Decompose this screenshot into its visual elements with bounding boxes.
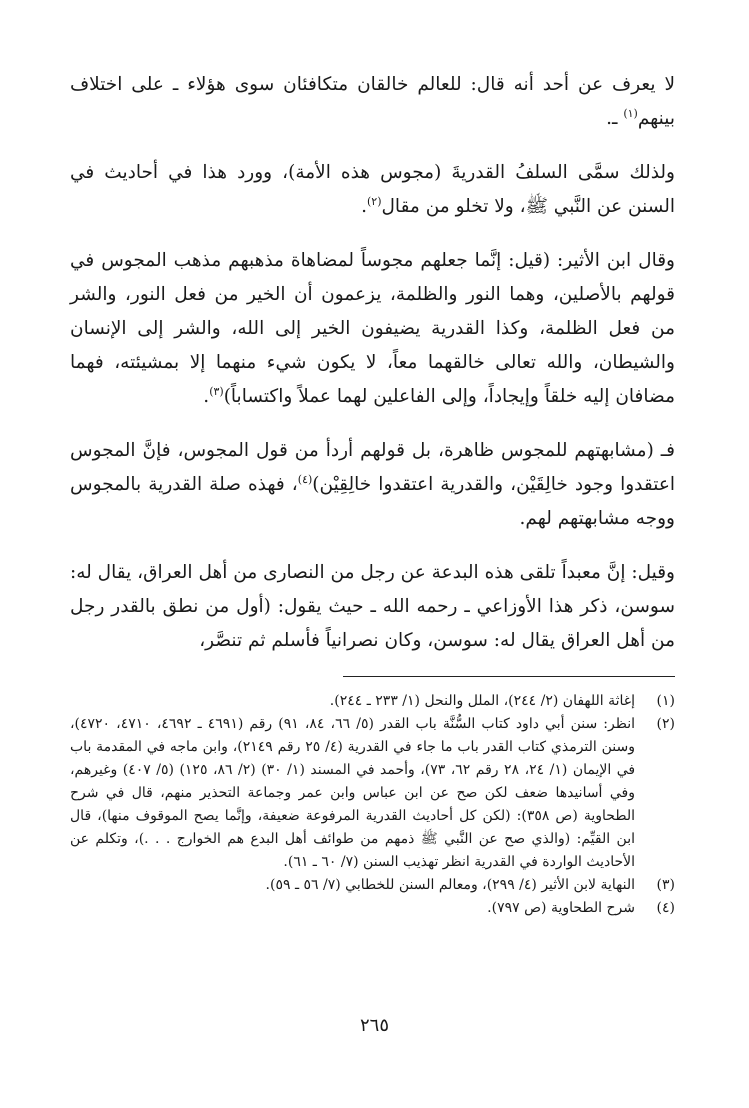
footnote-text: شرح الطحاوية (ص ٧٩٧). — [487, 900, 635, 916]
paragraph-text-tail: . — [203, 386, 210, 407]
paragraph-text: لا يعرف عن أحد أنه قال: للعالم خالقان متكافئان سوى هؤلاء ـ على اختلاف بينهم — [70, 74, 675, 129]
footnote-ref-4: (٤) — [297, 472, 313, 486]
footnote-number: (٢) — [656, 716, 675, 732]
footnote-text: إغاثة اللهفان (٢/ ٢٤٤)، الملل والنحل (١/ ٢٣٣ ـ ٢٤٤). — [329, 693, 635, 709]
paragraph-text-tail: ـ. — [606, 108, 624, 129]
paragraph-1 — [70, 68, 675, 136]
paragraph-text: فـ (مشابهتهم للمجوس ظاهرة، بل قولهم أردأ من قول المجوس، فإنَّ المجوس اعتقدوا وجود خالِقَيْن، والقدرية اعتقدوا خالِقِيْن) — [70, 440, 675, 495]
paragraph-text: ولذلك سمَّى السلفُ القدريةَ (مجوس هذه الأمة)، وورد هذا في أحاديث في السنن عن النَّبي ﷺ، ولا تخلو من مقال — [70, 162, 675, 217]
paragraph-4 — [70, 434, 675, 536]
footnote-ref-3: (٣) — [209, 384, 224, 398]
paragraph-3 — [70, 244, 675, 414]
footnote-number: (٣) — [656, 877, 675, 893]
footnote-number: (١) — [656, 693, 675, 709]
paragraph-5 — [70, 556, 675, 658]
paragraph-text-tail: ، فهذه صلة القدرية بالمجوس ووجه مشابهتهم لهم. — [70, 474, 675, 529]
footnote-separator — [343, 676, 675, 677]
main-text — [70, 68, 675, 678]
footnote-text: انظر: سنن أبي داود كتاب السُّنَّة باب القدر (٥/ ٦٦، ٨٤، ٩١) رقم (٤٦٩١ ـ ٤٦٩٢، ٤٧١٠، ٤٧٢٠)، وسنن الترمذي كتاب القدر باب ما جاء في القدرية (٤/ ٢٥ رقم ٢١٤٩)، وابن ماجه في المقدمة باب في الإيمان (١/ ٢٤، ٢٨ رقم ٦٢، ٧٣)، وأحمد في المسند (١/ ٣٠) (٢/ ٨٦، ١٢٥) (٥/ ٤٠٧) وغيرهم، وفي أسانيدها ضعف لكن صح عن ابن عباس وابن عمر وجماعة التحذير منهم، قال في شرح الطحاوية (ص ٣٥٨): (لكن كل أحاديث القدرية المرفوعة ضعيفة، وإنَّما يصح الموقوف منها)، قال ابن القيِّم: (والذي صح عن النَّبي ﷺ ذمهم من طوائف أهل البدع هم الخوارج . . .)، وتكلم عن الأحاديث الواردة في القدرية انظر تهذيب السنن (٧/ ٦٠ ـ ٦١). — [70, 716, 636, 870]
footnote-ref-2: (٢) — [366, 194, 382, 208]
page-number: ٢٦٥ — [359, 1015, 389, 1036]
paragraph-text: وقيل: إنَّ معبداً تلقى هذه البدعة عن رجل من النصارى من أهل العراق، يقال له: سوسن، ذكر هذا الأوزاعي ـ رحمه الله ـ حيث يقول: (أول من نطق بالقدر رجل من أهل العراق يقال له: سوسن، وكان نصرانياً فأسلم ثم تنصَّر، — [70, 562, 675, 651]
footnotes — [70, 690, 675, 920]
paragraph-2 — [70, 156, 675, 224]
footnote-ref-1: (١) — [623, 106, 638, 120]
paragraph-text: وقال ابن الأثير: (قيل: إنَّما جعلهم مجوساً لمضاهاة مذهبهم مذهب المجوس في قولهم بالأصلين، وهما النور والظلمة، يزعمون أن الخير من فعل النور، والشر من فعل الظلمة، وكذا القدرية يضيفون الخير إلى الله، والشر إلى الإنسان والشيطان، والله تعالى خالقهما معاً، لا يكون شيء منهما إلا بمشيئته، فهما مضافان إليه خلقاً وإيجاداً، وإلى الفاعلين لهما عملاً واكتساباً) — [70, 250, 675, 407]
footnote-3 — [70, 874, 675, 897]
footnote-number: (٤) — [656, 900, 675, 916]
paragraph-text-tail: . — [361, 196, 367, 217]
footnote-4 — [70, 897, 675, 920]
footnote-2 — [70, 713, 675, 874]
footnote-1 — [70, 690, 675, 713]
footnote-text: النهاية لابن الأثير (٤/ ٢٩٩)، ومعالم السنن للخطابي (٧/ ٥٦ ـ ٥٩). — [265, 877, 635, 893]
